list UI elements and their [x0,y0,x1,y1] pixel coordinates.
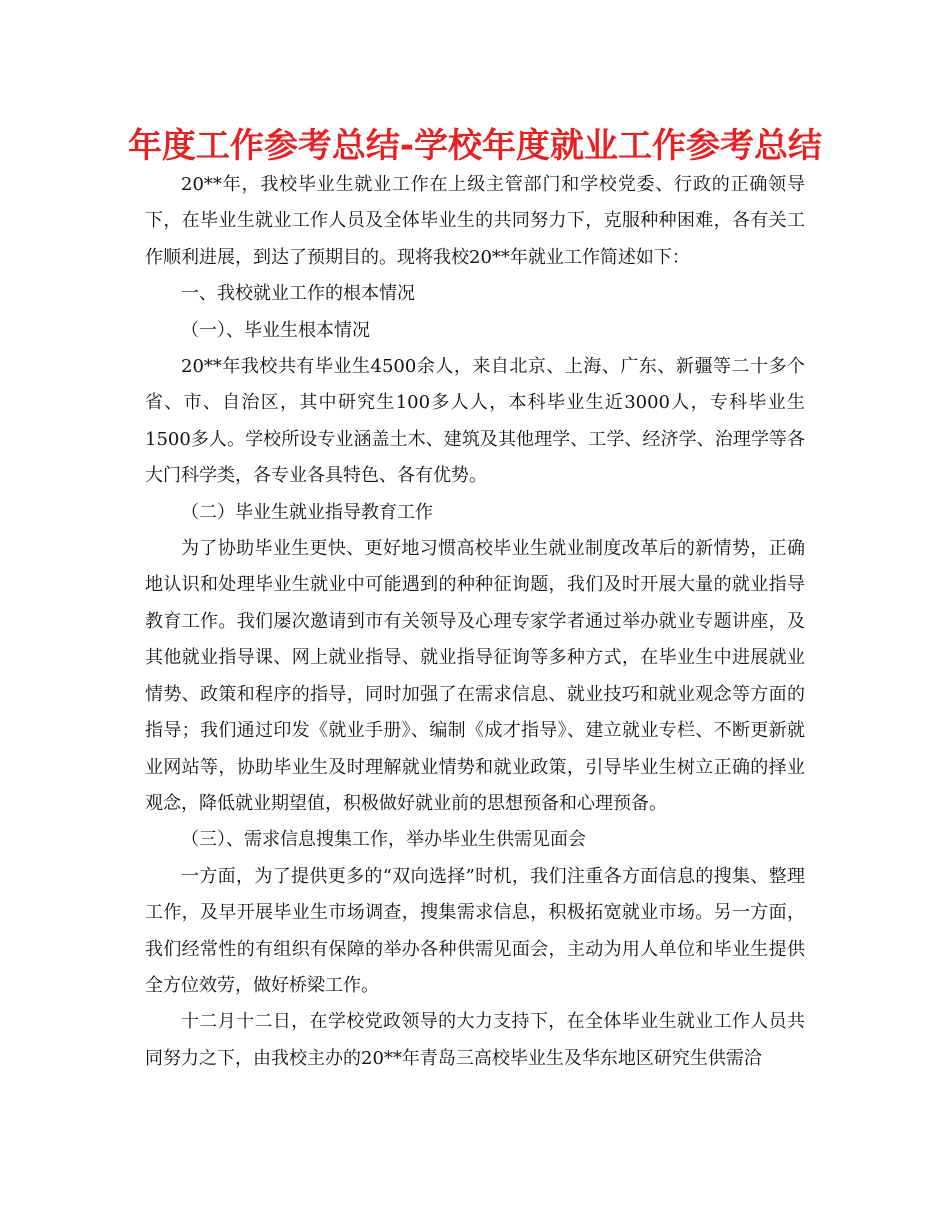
heading-subsection-1: （一）、毕业生根本情况 [181,319,370,341]
document-body [145,167,805,1077]
document-title: 年度工作参考总结-学校年度就业工作参考总结 [127,126,823,166]
heading-subsection-2: （二）毕业生就业指导教育工作 [181,501,433,523]
heading-subsection-3: （三）、需求信息搜集工作，举办毕业生供需见面会 [181,829,586,851]
paragraph-graduate-overview: 20**年我校共有毕业生4500余人，来自北京、上海、广东、新疆等二十多个省、市、自治区，其中研究生100多人人，本科毕业生近3000人，专科毕业生1500多人。学校所设专业涵盖土木、建筑及其他理学、工学、经济学、治理学等各大门科学类，各专业各具特色、各有优势。 [145,356,805,487]
paragraph-guidance-education: 为了协助毕业生更快、更好地习惯高校毕业生就业制度改革后的新情势，正确地认识和处理毕业生就业中可能遇到的种种征询题，我们及时开展大量的就业指导教育工作。我们屡次邀请到市有关领导及心理专家学者通过举办就业专题讲座，及其他就业指导课、网上就业指导、就业指导征询等多种方式，在毕业生中进展就业情势、政策和程序的指导，同时加强了在需求信息、就业技巧和就业观念等方面的指导；我们通过印发《就业手册》、编制《成才指导》、建立就业专栏、不断更新就业网站等，协助毕业生及时理解就业情势和就业政策，引导毕业生树立正确的择业观念，降低就业期望值，积极做好就业前的思想预备和心理预备。 [145,538,805,814]
heading-section-1: 一、我校就业工作的根本情况 [181,283,415,305]
paragraph-demand-info: 一方面，为了提供更多的“双向选择”时机，我们注重各方面信息的搜集、整理工作，及早开展毕业生市场调查，搜集需求信息，积极拓宽就业市场。另一方面，我们经常性的有组织有保障的举办各种供需见面会，主动为用人单位和毕业生提供全方位效劳，做好桥梁工作。 [145,865,805,996]
paragraph-job-fair: 十二月十二日，在学校党政领导的大力支持下，在全体毕业生就业工作人员共同努力之下，由我校主办的20**年青岛三高校毕业生及华东地区研究生供需洽 [145,1011,805,1069]
paragraph-intro: 20**年，我校毕业生就业工作在上级主管部门和学校党委、行政的正确领导下，在毕业生就业工作人员及全体毕业生的共同努力下，克服种种困难，各有关工作顺利进展，到达了预期目的。现将我校20**年就业工作简述如下： [145,174,805,268]
